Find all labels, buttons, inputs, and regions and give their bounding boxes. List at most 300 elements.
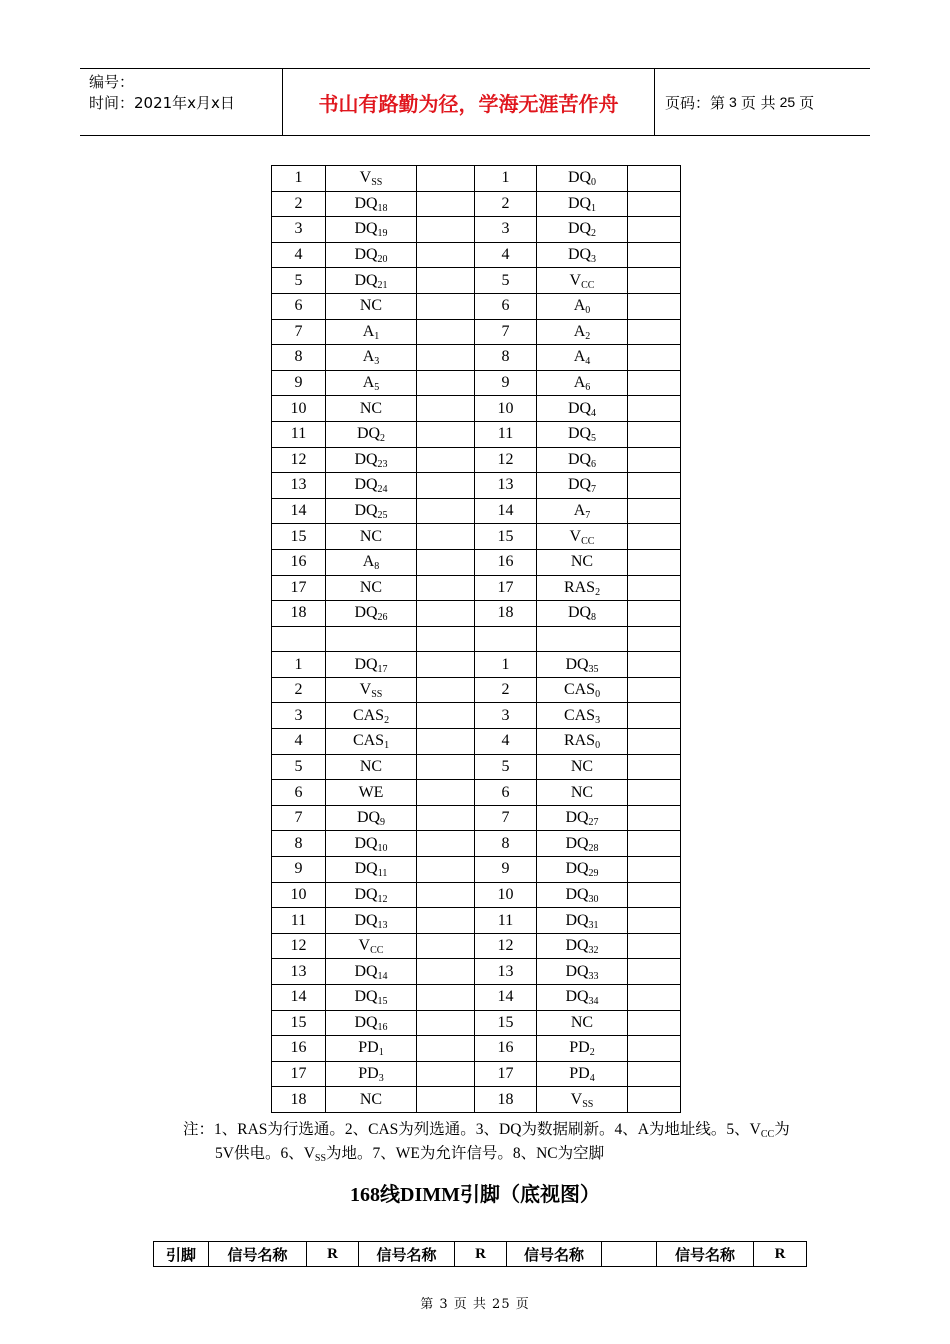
table-cell-pin-number: 12: [272, 447, 326, 473]
table-cell-extra: [417, 421, 475, 447]
table-cell-signal-name: NC: [326, 293, 417, 319]
table-cell-extra: [628, 959, 681, 985]
table-cell-signal-name: [326, 549, 417, 575]
table-cell-pin-number: 8: [475, 831, 537, 857]
signal-subscript: 2: [595, 586, 601, 598]
table-cell-signal-name: [326, 421, 417, 447]
signal-subscript: 32: [588, 945, 599, 957]
table-cell-pin-number: 4: [475, 242, 537, 268]
table-cell-pin-number: 18: [272, 1087, 326, 1113]
table-cell-signal-name: [537, 166, 628, 192]
signal-subscript: 11: [377, 868, 388, 880]
table-cell-pin-number: 11: [475, 908, 537, 934]
signal-subscript: 1: [374, 330, 380, 342]
table-cell-pin-number: 11: [475, 421, 537, 447]
signal-base: CAS: [352, 732, 385, 750]
signal-base: DQ: [567, 169, 592, 187]
table-cell-extra: [417, 780, 475, 806]
signal-base: V: [358, 937, 371, 955]
table-cell-pin-number: 7: [272, 805, 326, 831]
signal-base: DQ: [354, 476, 378, 494]
table-cell-extra: [417, 677, 475, 703]
table-cell-pin-number: 5: [272, 754, 326, 780]
table-cell-extra: [417, 652, 475, 678]
signal-base: DQ: [354, 860, 378, 878]
signal-subscript: 27: [588, 817, 599, 829]
signal-subscript: 26: [377, 612, 388, 624]
table-cell-extra: [417, 166, 475, 192]
signal-base: DQ: [567, 450, 592, 468]
signal-subscript: 4: [589, 1073, 595, 1085]
table-cell-extra: [628, 242, 681, 268]
column-header: [602, 1242, 657, 1267]
table-cell-pin-number: 1: [272, 166, 326, 192]
signal-subscript: 18: [377, 202, 388, 214]
signal-subscript: 12: [377, 893, 388, 905]
table-cell-extra: [628, 473, 681, 499]
signal-base: DQ: [567, 476, 592, 494]
table-cell-pin-number: 4: [272, 242, 326, 268]
table-cell-signal-name: [326, 677, 417, 703]
table-cell-extra: [417, 1087, 475, 1113]
table-cell-signal-name: [326, 370, 417, 396]
table-row: [272, 985, 681, 1011]
signal-subscript: 28: [588, 842, 599, 854]
table-cell-extra: [417, 549, 475, 575]
table-cell-signal-name: [537, 703, 628, 729]
table-cell-extra: [417, 985, 475, 1011]
table-cell-extra: [417, 1036, 475, 1062]
signal-base: DQ: [565, 937, 589, 955]
table-cell-extra: [628, 933, 681, 959]
signal-subscript: 10: [377, 842, 388, 854]
table-cell-pin-number: 18: [475, 1087, 537, 1113]
table-cell-signal-name: [537, 805, 628, 831]
signal-base: V: [570, 1090, 583, 1108]
table-cell-extra: [628, 805, 681, 831]
signal-base: DQ: [565, 834, 589, 852]
table-cell-pin-number: 10: [475, 882, 537, 908]
table-cell-signal-name: [537, 345, 628, 371]
table-row: [272, 908, 681, 934]
table-cell-extra: [628, 268, 681, 294]
table-cell-pin-number: 5: [475, 268, 537, 294]
table-cell-extra: [417, 217, 475, 243]
table-cell-signal-name: [537, 524, 628, 550]
table-cell-signal-name: NC: [326, 1087, 417, 1113]
table-cell-signal-name: [326, 217, 417, 243]
table-cell-signal-name: [537, 985, 628, 1011]
table-row: [272, 345, 681, 371]
note: [183, 1118, 873, 1166]
table-cell-pin-number: 4: [475, 729, 537, 755]
header-meta: [80, 69, 283, 135]
table-cell-pin-number: 2: [272, 191, 326, 217]
table-cell-signal-name: [537, 831, 628, 857]
table-cell-signal-name: [537, 908, 628, 934]
table-cell-signal-name: [326, 959, 417, 985]
signal-subscript: 3: [374, 356, 380, 368]
signal-base: PD: [569, 1065, 590, 1083]
signal-subscript: 34: [588, 996, 599, 1008]
table-cell-extra: [417, 857, 475, 883]
table-cell-extra: [417, 882, 475, 908]
signal-base: DQ: [354, 962, 378, 980]
table-row: [272, 319, 681, 345]
table-cell-signal-name: [537, 319, 628, 345]
signal-subscript: CC: [581, 279, 595, 291]
table-row: [272, 498, 681, 524]
table-cell-pin-number: 16: [272, 1036, 326, 1062]
table-cell-pin-number: 5: [272, 268, 326, 294]
signal-base: DQ: [565, 860, 589, 878]
table-cell-pin-number: 6: [475, 780, 537, 806]
signal-base: CAS: [352, 706, 385, 724]
table-cell-pin-number: 12: [272, 933, 326, 959]
table-cell-pin-number: 9: [272, 370, 326, 396]
signal-base: DQ: [356, 809, 381, 827]
table-cell-extra: [417, 268, 475, 294]
table-row: [272, 933, 681, 959]
table-cell-extra: [628, 498, 681, 524]
signal-base: A: [573, 297, 586, 315]
table-cell-signal-name: [537, 421, 628, 447]
table-cell-extra: [417, 242, 475, 268]
table-cell-pin-number: 17: [475, 1061, 537, 1087]
table-cell-signal-name: [326, 703, 417, 729]
table-row: [272, 1061, 681, 1087]
table-cell-signal-name: [326, 882, 417, 908]
header-number-label: 编号：: [89, 73, 135, 91]
table-cell-pin-number: 10: [475, 396, 537, 422]
table-cell-pin-number: 2: [272, 677, 326, 703]
table-cell-pin-number: 5: [475, 754, 537, 780]
note-line2: [183, 1142, 873, 1166]
header-time-label: 时间：2021年x月x日: [89, 94, 235, 112]
table-cell-signal-name: [537, 242, 628, 268]
table-cell-pin-number: 18: [475, 601, 537, 627]
table-row: [272, 857, 681, 883]
table-cell-extra: [628, 524, 681, 550]
table-cell-signal-name: [326, 857, 417, 883]
signal-base: DQ: [354, 1013, 378, 1031]
table-header-row: [154, 1242, 807, 1267]
signal-base: RAS: [563, 578, 596, 596]
signal-subscript: 0: [585, 305, 591, 317]
table-cell-extra: [417, 1010, 475, 1036]
signal-base: PD: [358, 1039, 379, 1057]
signal-base: A: [573, 348, 586, 366]
page-total: 25: [779, 94, 796, 110]
table-cell-signal-name: NC: [326, 575, 417, 601]
table-cell-pin-number: 17: [475, 575, 537, 601]
signal-base: DQ: [567, 246, 592, 264]
table-cell-extra: [628, 985, 681, 1011]
signal-base: A: [362, 322, 375, 340]
signal-subscript: 8: [591, 612, 597, 624]
signal-subscript: 25: [377, 510, 388, 522]
table-cell-signal-name: NC: [326, 396, 417, 422]
table-cell-extra: [417, 703, 475, 729]
signal-subscript: 31: [588, 919, 599, 931]
column-header: 信号名称: [209, 1242, 307, 1267]
table-cell-signal-name: [326, 1061, 417, 1087]
signal-subscript: 2: [384, 714, 390, 726]
table-cell-pin-number: 9: [475, 857, 537, 883]
table-cell-extra: [628, 217, 681, 243]
table-row: [272, 882, 681, 908]
signal-subscript: 4: [585, 356, 591, 368]
table-cell-pin-number: 8: [475, 345, 537, 371]
signal-subscript: 1: [591, 202, 597, 214]
signal-subscript: 2: [589, 1047, 595, 1059]
table-cell-pin-number: 16: [475, 549, 537, 575]
table-cell-extra: [417, 293, 475, 319]
table-cell-extra: [628, 191, 681, 217]
table-cell-extra: [628, 421, 681, 447]
column-header: R: [455, 1242, 507, 1267]
table-cell-signal-name: [326, 805, 417, 831]
table-cell-extra: [628, 652, 681, 678]
table-cell-signal-name: [326, 1010, 417, 1036]
signal-base: A: [362, 374, 375, 392]
table-cell-pin-number: 1: [272, 652, 326, 678]
table-row: [272, 575, 681, 601]
table-row: [272, 242, 681, 268]
table-cell-extra: [628, 754, 681, 780]
table-cell-pin-number: 15: [475, 524, 537, 550]
table-cell-pin-number: 17: [272, 575, 326, 601]
table-cell-signal-name: [326, 268, 417, 294]
signal-subscript: 8: [374, 561, 380, 573]
page-suffix: 页: [799, 93, 815, 112]
signal-subscript: 29: [588, 868, 599, 880]
table-row: [272, 959, 681, 985]
table-cell-extra: [417, 959, 475, 985]
table-cell-signal-name: [537, 293, 628, 319]
table-cell-extra: [628, 677, 681, 703]
table-cell-signal-name: [537, 575, 628, 601]
signal-base: DQ: [354, 988, 378, 1006]
table-cell-extra: [417, 498, 475, 524]
section-title: 168线DIMM引脚（底视图）: [350, 1184, 600, 1206]
table-cell-signal-name: [537, 1061, 628, 1087]
signal-subscript: 17: [377, 663, 388, 675]
note-text: 为地。7、WE为允许信号。8、NC为空脚: [326, 1145, 605, 1162]
table-cell-pin-number: 3: [272, 703, 326, 729]
table-cell-extra: [628, 293, 681, 319]
table-cell-signal-name: NC: [537, 1010, 628, 1036]
signal-base: DQ: [565, 809, 589, 827]
table-cell-pin-number: 7: [272, 319, 326, 345]
signal-base: DQ: [354, 194, 378, 212]
table-cell-extra: [628, 1010, 681, 1036]
table-cell-pin-number: 14: [475, 498, 537, 524]
column-header: R: [307, 1242, 359, 1267]
table-cell-pin-number: 3: [475, 703, 537, 729]
table-cell-pin-number: 15: [475, 1010, 537, 1036]
table-cell-signal-name: [326, 933, 417, 959]
table-row: [272, 524, 681, 550]
table-cell-signal-name: [537, 447, 628, 473]
table-cell-extra: [628, 703, 681, 729]
table-row: [272, 396, 681, 422]
table-cell-extra: [628, 166, 681, 192]
table-cell-signal-name: [326, 447, 417, 473]
table-row: [272, 677, 681, 703]
signal-subscript: CC: [370, 945, 384, 957]
table-cell-pin-number: 4: [272, 729, 326, 755]
signal-base: DQ: [565, 655, 589, 673]
signal-base: A: [362, 553, 375, 571]
page-footer: 第 3 页 共 25 页: [420, 1297, 530, 1312]
table-row: [272, 549, 681, 575]
table-cell-pin-number: 2: [475, 191, 537, 217]
page-current: 3: [729, 94, 737, 110]
table-row: [272, 1010, 681, 1036]
table-cell-signal-name: [537, 882, 628, 908]
dimm-header-table: [153, 1241, 807, 1267]
table-cell-pin-number: 11: [272, 908, 326, 934]
table-cell-signal-name: NC: [326, 754, 417, 780]
table-cell-signal-name: WE: [326, 780, 417, 806]
column-header: 引脚: [154, 1242, 209, 1267]
table-row: [272, 268, 681, 294]
table-cell-extra: [417, 191, 475, 217]
table-cell-pin-number: 14: [475, 985, 537, 1011]
table-cell-pin-number: 16: [475, 1036, 537, 1062]
table-cell-extra: [417, 473, 475, 499]
table-cell-extra: [417, 805, 475, 831]
table-cell-signal-name: [537, 626, 628, 652]
signal-base: DQ: [354, 834, 378, 852]
table-cell-pin-number: 17: [272, 1061, 326, 1087]
table-cell-pin-number: 8: [272, 345, 326, 371]
signal-subscript: 16: [377, 1021, 388, 1033]
table-cell-pin-number: 8: [272, 831, 326, 857]
table-cell-signal-name: [537, 268, 628, 294]
signal-base: DQ: [354, 220, 378, 238]
table-cell-pin-number: 3: [475, 217, 537, 243]
signal-base: DQ: [356, 425, 381, 443]
signal-base: DQ: [565, 911, 589, 929]
signal-base: DQ: [567, 604, 592, 622]
table-row: [272, 601, 681, 627]
signal-base: DQ: [354, 604, 378, 622]
signal-subscript: 2: [585, 330, 591, 342]
signal-subscript: 30: [588, 893, 599, 905]
table-cell-signal-name: NC: [326, 524, 417, 550]
signal-subscript: 4: [591, 407, 597, 419]
table-cell-pin-number: 11: [272, 421, 326, 447]
signal-subscript: 0: [595, 689, 601, 701]
table-row: [272, 754, 681, 780]
table-cell-pin-number: 12: [475, 933, 537, 959]
table-cell-signal-name: [537, 370, 628, 396]
table-cell-pin-number: 13: [475, 959, 537, 985]
table-cell-extra: [417, 575, 475, 601]
signal-base: PD: [358, 1065, 379, 1083]
signal-base: DQ: [567, 425, 592, 443]
table-cell-extra: [628, 729, 681, 755]
signal-subscript: 3: [591, 254, 597, 266]
table-cell-pin-number: 2: [475, 677, 537, 703]
signal-subscript: 7: [591, 484, 597, 496]
table-cell-extra: [417, 1061, 475, 1087]
table-row: [272, 421, 681, 447]
table-cell-pin-number: 15: [272, 1010, 326, 1036]
table-cell-pin-number: 14: [272, 498, 326, 524]
table-cell-extra: [417, 319, 475, 345]
table-cell-signal-name: [326, 166, 417, 192]
table-cell-signal-name: [537, 857, 628, 883]
signal-base: A: [573, 374, 586, 392]
column-header: R: [754, 1242, 807, 1267]
table-row: [272, 729, 681, 755]
signal-base: DQ: [354, 885, 378, 903]
signal-subscript: SS: [582, 1098, 594, 1110]
signal-subscript: 2: [380, 433, 386, 445]
table-cell-pin-number: [272, 626, 326, 652]
signal-base: DQ: [565, 962, 589, 980]
signal-subscript: 1: [384, 740, 390, 752]
table-row: [272, 293, 681, 319]
signal-subscript: 24: [377, 484, 388, 496]
table-cell-pin-number: 9: [475, 370, 537, 396]
signal-subscript: 19: [377, 228, 388, 240]
table-cell-signal-name: [537, 396, 628, 422]
signal-base: CAS: [563, 706, 596, 724]
table-cell-signal-name: [326, 626, 417, 652]
signal-subscript: 2: [591, 228, 597, 240]
table-cell-signal-name: [326, 242, 417, 268]
table-cell-extra: [417, 729, 475, 755]
signal-subscript: 23: [377, 458, 388, 470]
table-cell-extra: [628, 1036, 681, 1062]
signal-base: A: [362, 348, 375, 366]
table-row: [272, 447, 681, 473]
table-cell-signal-name: [537, 652, 628, 678]
table-cell-signal-name: [537, 1087, 628, 1113]
signal-subscript: 35: [588, 663, 599, 675]
signal-base: DQ: [354, 246, 378, 264]
signal-base: V: [569, 271, 582, 289]
table-cell-extra: [417, 524, 475, 550]
signal-subscript: 3: [595, 714, 601, 726]
table-cell-signal-name: [326, 473, 417, 499]
signal-base: CAS: [563, 681, 596, 699]
table-row: [272, 831, 681, 857]
note-line1: [183, 1121, 790, 1138]
table-cell-pin-number: 6: [475, 293, 537, 319]
signal-base: DQ: [354, 502, 378, 520]
table-cell-pin-number: 1: [475, 652, 537, 678]
table-row: [272, 166, 681, 192]
signal-base: DQ: [567, 399, 592, 417]
signal-subscript: SS: [371, 689, 383, 701]
table-cell-signal-name: [326, 908, 417, 934]
header-motto: 书山有路勤为径，学海无涯苦作舟: [283, 69, 655, 135]
table-cell-pin-number: 13: [272, 959, 326, 985]
table-cell-pin-number: 6: [272, 293, 326, 319]
table-cell-extra: [628, 345, 681, 371]
note-text: 为: [774, 1121, 790, 1138]
signal-subscript: 33: [588, 970, 599, 982]
signal-base: DQ: [565, 885, 589, 903]
note-text: 5V供电。6、V: [215, 1145, 315, 1162]
table-cell-pin-number: [475, 626, 537, 652]
signal-subscript: 3: [378, 1073, 384, 1085]
